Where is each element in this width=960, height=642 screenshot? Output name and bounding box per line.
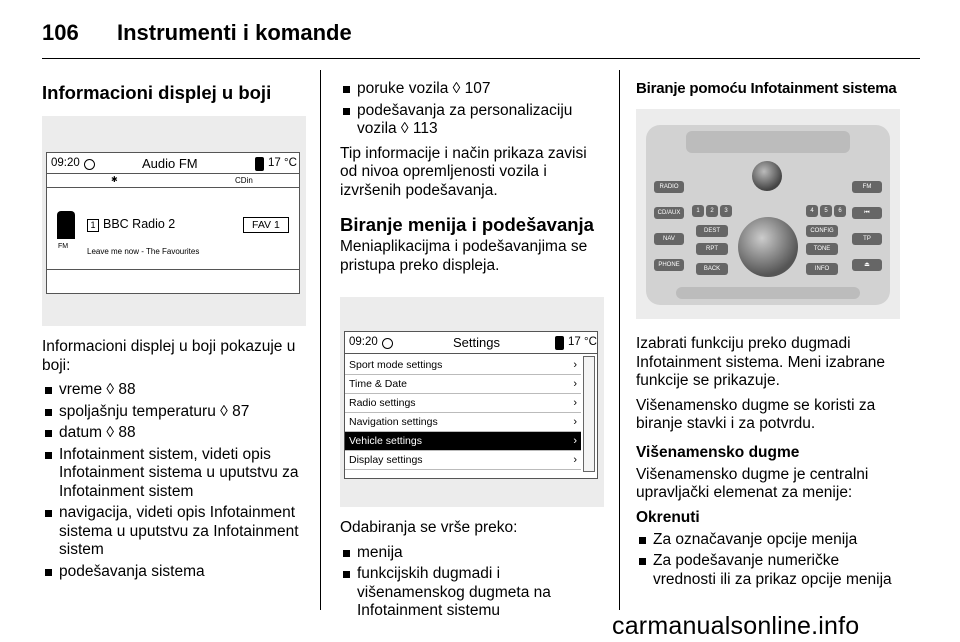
chevron-right-icon: › (573, 378, 577, 390)
divider (47, 187, 299, 188)
band-label: FM (58, 243, 69, 250)
nav-button[interactable]: NAV (654, 233, 684, 245)
scrollbar[interactable] (583, 356, 595, 472)
divider (47, 173, 299, 174)
thermometer-icon (255, 157, 264, 171)
fav-button[interactable]: FAV 1 (243, 217, 289, 233)
display-items-list-cont (340, 80, 604, 139)
clock-icon (382, 338, 393, 349)
menu-item-display[interactable] (345, 451, 581, 470)
radio-button[interactable]: RADIO (654, 181, 684, 193)
chapter-title: Instrumenti i komande (117, 20, 352, 45)
rpt-button[interactable]: RPT (696, 243, 728, 255)
column-divider (320, 70, 321, 610)
cd-slot (686, 131, 850, 153)
page-header (42, 18, 920, 59)
preset-1-button[interactable]: 1 (692, 205, 704, 217)
clock-icon (84, 159, 95, 170)
column-divider (619, 70, 620, 610)
list-item: podešavanja sistema (42, 563, 306, 582)
menu-item-label: Time & Date (349, 378, 407, 390)
cdin-label: CDin (235, 176, 253, 185)
menu-item-vehicle[interactable] (345, 432, 581, 451)
seek-button[interactable]: ⏮ (852, 207, 882, 219)
temperature-text: 17 °C (568, 336, 597, 348)
menu-item-label: Radio settings (349, 397, 416, 409)
list-item: podešavanja za personalizaciju vozila ◊ 113 (340, 102, 604, 139)
list-item: Za podešavanje numeričke vrednosti ili za prikaz opcije menija (636, 552, 900, 589)
menu-item-label: Sport mode settings (349, 359, 443, 371)
subsection-title: Višenamensko dugme (636, 443, 800, 461)
list-item: navigacija, videti opis Infotainment sistema u uputstvu za Infotainment sistem (42, 504, 306, 560)
menu-item-radio[interactable] (345, 394, 581, 413)
audio-screen (46, 152, 300, 294)
list-item: Za označavanje opcije menija (636, 531, 900, 550)
section-title: Informacioni displej u boji (42, 82, 272, 103)
paragraph: Izabrati funkciju preko dugmadi Infotainment sistema. Meni izabrane funkcije se prikazuje. (636, 335, 885, 389)
chevron-right-icon: › (573, 416, 577, 428)
phone-button[interactable]: PHONE (654, 259, 684, 271)
list-item: spoljašnju temperaturu ◊ 87 (42, 403, 306, 422)
list-item: funkcijskih dugmadi i višenamenskog dugmeta na Infotainment sistemu (340, 565, 604, 621)
list-item: poruke vozila ◊ 107 (340, 80, 604, 99)
chevron-right-icon: › (573, 454, 577, 466)
column-left (42, 72, 306, 587)
preset-3-button[interactable]: 3 (720, 205, 732, 217)
menu-item-label: Display settings (349, 454, 423, 466)
dest-button[interactable]: DEST (696, 225, 728, 237)
clock-text: 09:20 (51, 157, 80, 169)
config-button[interactable]: CONFIG (806, 225, 838, 237)
preset-4-button[interactable]: 4 (806, 205, 818, 217)
chevron-right-icon: › (573, 397, 577, 409)
menu-item-sport-mode[interactable] (345, 356, 581, 375)
preset-5-button[interactable]: 5 (820, 205, 832, 217)
chevron-right-icon: › (573, 435, 577, 447)
divider (47, 269, 299, 270)
screen-title: Settings (453, 335, 500, 350)
tone-button[interactable]: TONE (806, 243, 838, 255)
subtitle-paragraph: Meniaplikacijma i podešavanjima se pristupa preko displeja. (340, 238, 588, 274)
radio-text: Leave me now - The Favourites (87, 247, 200, 256)
selection-list (340, 544, 604, 621)
list-item: Infotainment sistem, videti opis Infotainment sistema u uputstvu za Infotainment sistem (42, 446, 306, 502)
menu-item-label: Vehicle settings (349, 435, 422, 447)
section-title: Biranje pomoću Infotainment sistema (636, 80, 897, 97)
tip-paragraph: Tip informacije i način prikaza zavisi od nivoa opremljenosti vozila i izvršenih podešavanja. (340, 144, 587, 199)
menu-item-time-date[interactable] (345, 375, 581, 394)
subsection-title: Okrenuti (636, 508, 700, 526)
traffic-info-icon (57, 211, 75, 239)
tp-button[interactable]: TP (852, 233, 882, 245)
cd-aux-button[interactable]: CD/AUX (654, 207, 684, 219)
fm-button[interactable]: FM (852, 181, 882, 193)
back-button[interactable]: BACK (696, 263, 728, 275)
settings-figure (340, 297, 604, 507)
color-display-figure (42, 116, 306, 326)
page-number: 106 (42, 20, 79, 45)
column-middle (340, 72, 604, 627)
menu-item-label: Navigation settings (349, 416, 438, 428)
menu-item-navigation[interactable] (345, 413, 581, 432)
divider (345, 353, 597, 354)
watermark: carmanualsonline.info (612, 612, 860, 640)
preset-2-button[interactable]: 2 (706, 205, 718, 217)
paragraph: Višenamensko dugme je centralni upravljački elemenat za menije: (636, 465, 869, 501)
section-title: Biranje menija i podešavanja (340, 214, 594, 235)
column-right (636, 72, 900, 595)
eject-button[interactable]: ⏏ (852, 259, 882, 271)
display-items-list (42, 381, 306, 581)
multifunction-knob[interactable] (738, 217, 798, 277)
selection-paragraph: Odabiranja se vrše preko: (340, 519, 518, 536)
chevron-right-icon: › (573, 359, 577, 371)
station-name: BBC Radio 2 (103, 217, 176, 231)
paragraph: Višenamensko dugme se koristi za biranje stavki i za potvrdu. (636, 396, 876, 432)
vent-slot (676, 287, 860, 299)
source-title: Audio FM (142, 156, 198, 171)
list-item: datum ◊ 88 (42, 424, 306, 443)
infotainment-panel-figure (636, 109, 900, 319)
bluetooth-icon: ✱ (111, 175, 118, 184)
clock-text: 09:20 (349, 336, 378, 348)
info-button[interactable]: INFO (806, 263, 838, 275)
list-item: menija (340, 544, 604, 563)
control-panel (646, 125, 890, 305)
volume-knob[interactable] (752, 161, 782, 191)
settings-screen (344, 331, 598, 479)
thermometer-icon (555, 336, 564, 350)
rotate-list (636, 531, 900, 590)
list-item: vreme ◊ 88 (42, 381, 306, 400)
preset-6-button[interactable]: 6 (834, 205, 846, 217)
intro-paragraph: Informacioni displej u boji pokazuje u boji: (42, 338, 296, 374)
preset-number: 1 (87, 219, 99, 232)
temperature-text: 17 °C (268, 157, 297, 169)
